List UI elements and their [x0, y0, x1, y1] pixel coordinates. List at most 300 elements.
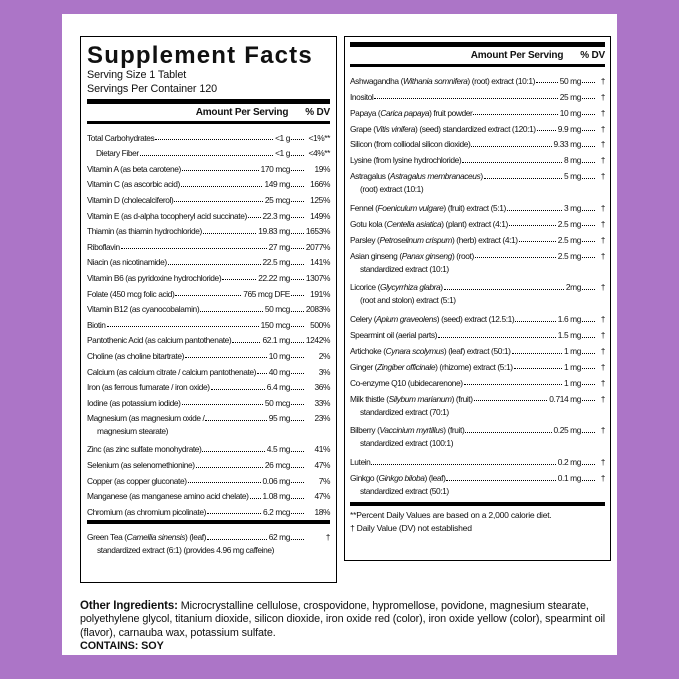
ingredient-dv: †: [600, 155, 605, 166]
ingredient-dv: 1307%: [305, 272, 330, 283]
ingredient-dv: 166%: [310, 179, 330, 190]
ingredient-row: [87, 470, 330, 486]
dotted-leader: [582, 353, 595, 354]
ingredient-dv: 2083%: [305, 304, 330, 315]
ingredient-row: [350, 356, 605, 372]
ingredient-name: Choline (as choline bitartrate): [87, 350, 184, 361]
dotted-leader: [471, 146, 551, 147]
dotted-leader: [291, 311, 304, 312]
dotted-leader: [174, 201, 263, 202]
ingredient-row: [87, 345, 330, 361]
ingredient-name: Silicon (from colliodal silicon dioxide): [350, 139, 471, 150]
ingredient-name: Vitamin E (as d-alpha tocopheryl acid succinate): [87, 210, 247, 221]
dotted-leader: [207, 513, 261, 514]
dotted-leader: [291, 264, 304, 265]
ingredient-dv: †: [600, 107, 605, 118]
ingredient-continuation: magnesium stearate): [97, 426, 169, 437]
ingredient-row: [350, 340, 605, 356]
ingredient-amount: 40 mg: [268, 366, 290, 377]
ingredient-row: [87, 189, 330, 205]
ingredient-dv: 500%: [310, 319, 330, 330]
ingredient-amount: 19.83 mg: [258, 226, 290, 237]
dotted-leader: [515, 321, 556, 322]
dotted-leader: [291, 539, 304, 540]
dotted-leader: [248, 217, 261, 218]
ingredient-dv: †: [600, 203, 605, 214]
serving-size: Serving Size 1 Tablet: [87, 69, 187, 81]
dotted-leader: [582, 114, 595, 115]
ingredient-amount: 1 mg: [563, 361, 581, 372]
ingredient-name: Selenium (as selenomethionine): [87, 460, 195, 471]
dotted-leader: [582, 130, 595, 131]
dotted-leader: [582, 178, 595, 179]
ingredient-row: [87, 143, 330, 159]
ingredient-amount: 9.33 mg: [553, 139, 581, 150]
dotted-leader: [257, 373, 267, 374]
ingredient-dv: 1242%: [305, 335, 330, 346]
ingredient-dv: †: [600, 123, 605, 134]
ingredient-dv: 7%: [318, 475, 330, 486]
ingredient-dv: †: [600, 393, 605, 404]
ingredient-amount: 0.1 mg: [557, 473, 581, 484]
dotted-leader: [582, 480, 595, 481]
dotted-leader: [514, 368, 562, 369]
dotted-leader: [291, 248, 304, 249]
supplement-facts-panel-right: [344, 36, 611, 561]
ingredient-row: [350, 118, 605, 134]
ingredient-dv: 2077%: [305, 241, 330, 252]
dotted-leader: [203, 233, 256, 234]
supplement-facts-title: Supplement Facts: [87, 42, 313, 69]
ingredient-amount: 62 mg: [268, 532, 290, 543]
dotted-leader: [582, 257, 595, 258]
ingredient-continuation: standardized extract (6:1) (provides 4.96 mg caffeine): [97, 545, 275, 556]
dotted-leader: [582, 337, 595, 338]
ingredient-amount: 2.5 mg: [557, 218, 581, 229]
dotted-leader: [519, 241, 556, 242]
dotted-leader: [464, 384, 562, 385]
dotted-leader: [202, 451, 264, 452]
ingredient-name: Green Tea (Camellia sinensis) (leaf): [87, 532, 207, 543]
dotted-leader: [291, 186, 304, 187]
ingredient-name: Zinc (as zinc sulfate monohydrate): [87, 444, 202, 455]
dotted-leader: [175, 295, 241, 296]
thick-divider: [350, 42, 605, 47]
ingredient-dv: †: [600, 425, 605, 436]
ingredient-dv: †: [600, 139, 605, 150]
ingredient-dv: †: [600, 234, 605, 245]
dotted-leader: [291, 467, 304, 468]
dotted-leader: [250, 498, 261, 499]
ingredient-row: [87, 501, 330, 517]
dotted-leader: [200, 311, 263, 312]
ingredient-name: Vitamin A (as beta carotene): [87, 163, 181, 174]
ingredient-name: Celery (Apium graveolens) (seed) extract (12.5:1): [350, 314, 515, 325]
ingredient-name: Magnesium (as magnesium oxide /: [87, 413, 205, 424]
ingredient-row: [350, 388, 605, 404]
dotted-leader: [291, 295, 304, 296]
ingredient-amount: 149 mg: [264, 179, 290, 190]
dotted-leader: [582, 464, 595, 465]
ingredient-row: [350, 324, 605, 340]
other-ingredients-section: [80, 600, 612, 654]
ingredient-dv: 23%: [314, 413, 330, 424]
ingredient-amount: 170 mcg: [260, 163, 290, 174]
ingredient-amount: 25 mg: [559, 91, 581, 102]
ingredient-dv: †: [600, 75, 605, 86]
dotted-leader: [211, 389, 265, 390]
dotted-leader: [291, 389, 304, 390]
dotted-leader: [582, 321, 595, 322]
footnote-percent-dv: **Percent Daily Values are based on a 2,000 calorie diet.: [350, 510, 552, 521]
dotted-leader: [371, 464, 555, 465]
ingredient-dv: †: [325, 532, 330, 543]
dotted-leader: [438, 337, 556, 338]
ingredient-amount: 6.4 mg: [266, 382, 290, 393]
dotted-leader: [291, 155, 304, 156]
dotted-leader: [291, 279, 304, 280]
ingredient-name: Pantothenic Acid (as calcium pantothenate): [87, 335, 232, 346]
ingredient-dv: †: [600, 218, 605, 229]
ingredient-amount: 0.06 mg: [262, 475, 290, 486]
ingredient-name: Asian ginseng (Panax ginseng) (root): [350, 250, 474, 261]
ingredient-dv: <1%**: [308, 132, 330, 143]
dotted-leader: [536, 82, 558, 83]
ingredient-dv: 33%: [314, 397, 330, 408]
ingredient-row: [87, 377, 330, 393]
dotted-leader: [374, 98, 557, 99]
ingredient-name: Thiamin (as thiamin hydrochloride): [87, 226, 202, 237]
ingredient-amount: 2mg: [565, 282, 581, 293]
ingredient-name: Dietary Fiber: [96, 148, 139, 159]
nutrient-rows: [87, 127, 330, 517]
ingredient-row: [350, 70, 605, 86]
ingredient-name: Manganese (as manganese amino acid chelate): [87, 491, 249, 502]
dotted-leader: [121, 248, 267, 249]
footnotes: [350, 509, 605, 534]
ingredient-row: [87, 299, 330, 315]
dotted-leader: [462, 162, 562, 163]
ingredient-name: Iodine (as potassium iodide): [87, 397, 181, 408]
ingredient-name: Biotin: [87, 319, 106, 330]
ingredient-row: [350, 467, 605, 483]
other-ingredients-label: Other Ingredients:: [80, 600, 178, 612]
ingredient-amount: 50 mg: [559, 75, 581, 86]
ingredient-row: [87, 127, 330, 143]
ingredient-name: Vitamin C (as ascorbic acid): [87, 179, 180, 190]
dotted-leader: [291, 170, 304, 171]
ingredient-amount: 95 mg: [268, 413, 290, 424]
ingredient-dv: 36%: [314, 382, 330, 393]
dotted-leader: [582, 400, 595, 401]
ingredient-amount: 22.22 mg: [258, 272, 290, 283]
ingredient-dv: 41%: [314, 444, 330, 455]
dotted-leader: [582, 98, 595, 99]
dotted-leader: [475, 257, 556, 258]
ingredient-amount: 10 mg: [559, 107, 581, 118]
thick-divider: [87, 99, 330, 104]
dotted-leader: [474, 400, 548, 401]
ingredient-row: [87, 267, 330, 283]
other-ingredients-paragraph: [80, 600, 612, 640]
ingredient-dv: †: [600, 361, 605, 372]
ingredient-name: Calcium (as calcium citrate / calcium pantothenate): [87, 366, 257, 377]
ingredient-name: Ginger (Zingiber officinale) (rhizome) extract (5:1): [350, 361, 513, 372]
ingredient-row: [87, 527, 330, 543]
dotted-leader: [155, 139, 273, 140]
ingredient-continuation: standardized extract (10:1): [360, 263, 449, 274]
dotted-leader: [232, 342, 260, 343]
amount-per-serving-header: Amount Per Serving: [470, 50, 564, 61]
ingredient-dv: <4%**: [308, 148, 330, 159]
ingredient-amount: 22.5 mg: [262, 257, 290, 268]
dotted-leader: [507, 210, 562, 211]
ingredient-name: Co-enzyme Q10 (ubidecarenone): [350, 377, 463, 388]
ingredient-name: Gotu kola (Centella asiatica) (plant) extract (4:1): [350, 218, 508, 229]
amount-per-serving-header: Amount Per Serving: [195, 107, 289, 118]
ingredient-row: [87, 439, 330, 455]
dotted-leader: [291, 513, 304, 514]
ingredient-name: Ashwagandha (Withania somnifera) (root) extract (10:1): [350, 75, 536, 86]
ingredient-dv: 2%: [318, 350, 330, 361]
ingredient-amount: 0.714 mg: [549, 393, 581, 404]
contains-statement: CONTAINS: SOY: [80, 640, 164, 653]
ingredient-row: [350, 245, 605, 261]
dotted-leader: [582, 384, 595, 385]
ingredient-dv: 141%: [310, 257, 330, 268]
ingredient-amount: 26 mcg: [264, 460, 290, 471]
dotted-leader: [446, 480, 555, 481]
ingredient-continuation: (root and stolon) extract (5:1): [360, 295, 456, 306]
dotted-leader: [484, 178, 562, 179]
dotted-leader: [185, 357, 267, 358]
ingredient-name: Parsley (Petroselinum crispum) (herb) extract (4:1): [350, 234, 518, 245]
ingredient-amount: 0.25 mg: [553, 425, 581, 436]
ingredient-name: Lysine (from lysine hydrochloride): [350, 155, 462, 166]
ingredient-row: [87, 221, 330, 237]
ingredient-dv: †: [600, 457, 605, 468]
ingredient-dv: 18%: [314, 506, 330, 517]
ingredient-row: [350, 213, 605, 229]
ingredient-row: [87, 174, 330, 190]
ingredient-name: Lutein: [350, 457, 371, 468]
ingredient-row: [350, 102, 605, 118]
ingredient-row: [350, 86, 605, 102]
supplement-facts-panel-left: [80, 36, 337, 583]
dotted-leader: [582, 289, 595, 290]
ingredient-row: [350, 149, 605, 165]
dotted-leader: [207, 539, 267, 540]
ingredient-name: Ginkgo (Ginkgo biloba) (leaf): [350, 473, 446, 484]
ingredient-row: [87, 454, 330, 470]
thick-divider: [87, 121, 330, 124]
dotted-leader: [291, 139, 304, 140]
ingredient-dv: 3%: [318, 366, 330, 377]
ingredient-dv: †: [600, 377, 605, 388]
dv-header: % DV: [580, 50, 605, 61]
ingredient-dv: †: [600, 346, 605, 357]
ingredient-row: [87, 283, 330, 299]
ingredient-dv: †: [600, 171, 605, 182]
dotted-leader: [582, 162, 595, 163]
dotted-leader: [291, 420, 304, 421]
ingredient-row: [350, 451, 605, 467]
ingredient-amount: 27 mg: [268, 241, 290, 252]
ingredient-amount: 1.6 mg: [557, 314, 581, 325]
ingredient-amount: 50 mcg: [264, 304, 290, 315]
ingredient-amount: 1.5 mg: [557, 330, 581, 341]
ingredient-name: Riboflavin: [87, 241, 120, 252]
ingredient-amount: 9.9 mg: [557, 123, 581, 134]
ingredient-amount: 10 mg: [268, 350, 290, 361]
dotted-leader: [181, 186, 263, 187]
ingredient-amount: 25 mcg: [264, 194, 290, 205]
dotted-leader: [291, 342, 304, 343]
ingredient-dv: 149%: [310, 210, 330, 221]
ingredient-row: [87, 486, 330, 502]
other-ingredients-list: Microcrystalline cellulose, crospovidone, hypromellose, povidone, magnesium stearate, polyethylene glycol, titanium dioxide, silicon dioxide, iron oxide red (color), iron oxide yellow (color), spearmint oil (flavor), carnauba wax, potassium sulfate.: [80, 600, 606, 639]
ingredient-continuation: standardized extract (70:1): [360, 406, 449, 417]
ingredient-name: Inositol: [350, 91, 374, 102]
ingredient-name: Iron (as ferrous fumarate / iron oxide): [87, 382, 210, 393]
ingredient-row: [350, 134, 605, 150]
dotted-leader: [196, 467, 263, 468]
ingredient-row: [87, 158, 330, 174]
ingredient-amount: <1 g: [275, 132, 290, 143]
dotted-leader: [291, 217, 304, 218]
ingredient-amount: 2.5 mg: [557, 234, 581, 245]
ingredient-amount: 62.1 mg: [262, 335, 290, 346]
ingredient-dv: 1653%: [305, 226, 330, 237]
ingredient-amount: 1 mg: [563, 377, 581, 388]
dotted-leader: [291, 233, 304, 234]
ingredient-amount: 0.2 mg: [557, 457, 581, 468]
ingredient-amount: 5 mg: [563, 171, 581, 182]
ingredient-name: Vitamin B6 (as pyridoxine hydrochloride): [87, 272, 222, 283]
dotted-leader: [188, 482, 261, 483]
ingredient-name: Vitamin D (cholecalciferol): [87, 194, 174, 205]
ingredient-row: [350, 308, 605, 324]
ingredient-continuation: standardized extract (50:1): [360, 486, 449, 497]
column-headers: [87, 106, 330, 119]
ingredient-row: [350, 197, 605, 213]
ingredient-name: Milk thistle (Silybum marianum) (fruit): [350, 393, 473, 404]
dotted-leader: [291, 201, 304, 202]
dotted-leader: [465, 432, 551, 433]
ingredient-amount: 150 mcg: [260, 319, 290, 330]
ingredient-row: [350, 229, 605, 245]
ingredient-name: Chromium (as chromium picolinate): [87, 506, 206, 517]
herbal-rows-right: [350, 70, 605, 499]
ingredient-name: Papaya (Carica papaya) fruit powder: [350, 107, 473, 118]
ingredient-amount: 1.08 mg: [262, 491, 290, 502]
servings-per-container: Servings Per Container 120: [87, 82, 218, 95]
ingredient-amount: 6.2 mcg: [263, 506, 290, 517]
ingredient-amount: 4.5 mg: [266, 444, 290, 455]
dotted-leader: [537, 130, 556, 131]
dotted-leader: [291, 482, 304, 483]
ingredient-dv: 47%: [314, 460, 330, 471]
dotted-leader: [291, 357, 304, 358]
ingredient-dv: 19%: [314, 163, 330, 174]
dotted-leader: [182, 170, 259, 171]
dotted-leader: [582, 146, 595, 147]
dotted-leader: [512, 353, 562, 354]
thick-divider: [350, 502, 605, 506]
ingredient-amount: <1 g: [275, 148, 290, 159]
dotted-leader: [582, 432, 595, 433]
herbal-rows-left: [87, 527, 330, 558]
ingredient-name: Total Carbohydrates: [87, 132, 155, 143]
dotted-leader: [168, 264, 261, 265]
ingredient-name: Fennel (Foeniculum vulgare) (fruit) extract (5:1): [350, 203, 506, 214]
ingredient-dv: 191%: [310, 288, 330, 299]
dotted-leader: [291, 451, 304, 452]
ingredient-amount: 1 mg: [563, 346, 581, 357]
ingredient-row: [87, 236, 330, 252]
footnote-dagger: † Daily Value (DV) not established: [350, 522, 472, 533]
ingredient-name: Grape (Vitis vinifera) (seed) standardized extract (120:1): [350, 123, 536, 134]
ingredient-dv: †: [600, 314, 605, 325]
ingredient-dv: †: [600, 473, 605, 484]
ingredient-name: Vitamin B12 (as cyanocobalamin): [87, 304, 200, 315]
ingredient-row: [350, 277, 605, 293]
ingredient-amount: 765 mcg DFE: [243, 288, 290, 299]
dotted-leader: [582, 210, 595, 211]
label-sheet: [62, 14, 617, 655]
ingredient-row: [87, 330, 330, 346]
dotted-leader: [205, 420, 266, 421]
ingredient-name: Niacin (as nicotinamide): [87, 257, 167, 268]
dotted-leader: [582, 225, 595, 226]
ingredient-row: [87, 205, 330, 221]
dotted-leader: [107, 326, 259, 327]
ingredient-name: Spearmint oil (aerial parts): [350, 330, 438, 341]
ingredient-name: Copper (as copper gluconate): [87, 475, 187, 486]
dotted-leader: [291, 498, 304, 499]
ingredient-amount: 8 mg: [563, 155, 581, 166]
dotted-leader: [182, 404, 263, 405]
dotted-leader: [582, 241, 595, 242]
dotted-leader: [444, 289, 564, 290]
ingredient-row: [350, 420, 605, 436]
ingredient-continuation: (root) extract (10:1): [360, 184, 424, 195]
dotted-leader: [222, 279, 256, 280]
thick-divider: [350, 64, 605, 67]
ingredient-name: Artichoke (Cynara scolymus) (leaf) extract (50:1): [350, 346, 511, 357]
ingredient-row: [87, 314, 330, 330]
column-headers: [350, 49, 605, 62]
dotted-leader: [509, 225, 556, 226]
ingredient-continuation: standardized extract (100:1): [360, 438, 454, 449]
thick-divider: [87, 520, 330, 524]
dotted-leader: [140, 155, 273, 156]
ingredient-row: [87, 392, 330, 408]
dotted-leader: [291, 404, 304, 405]
ingredient-row: [350, 372, 605, 388]
ingredient-dv: †: [600, 330, 605, 341]
ingredient-dv: †: [600, 282, 605, 293]
dotted-leader: [582, 368, 595, 369]
ingredient-name: Licorice (Glycyrrhiza glabra): [350, 282, 443, 293]
ingredient-row: [87, 408, 330, 424]
ingredient-amount: 3 mg: [563, 203, 581, 214]
ingredient-row: [87, 252, 330, 268]
ingredient-row: [350, 165, 605, 181]
dv-header: % DV: [305, 107, 330, 118]
ingredient-amount: 22.3 mg: [262, 210, 290, 221]
ingredient-dv: 125%: [310, 194, 330, 205]
